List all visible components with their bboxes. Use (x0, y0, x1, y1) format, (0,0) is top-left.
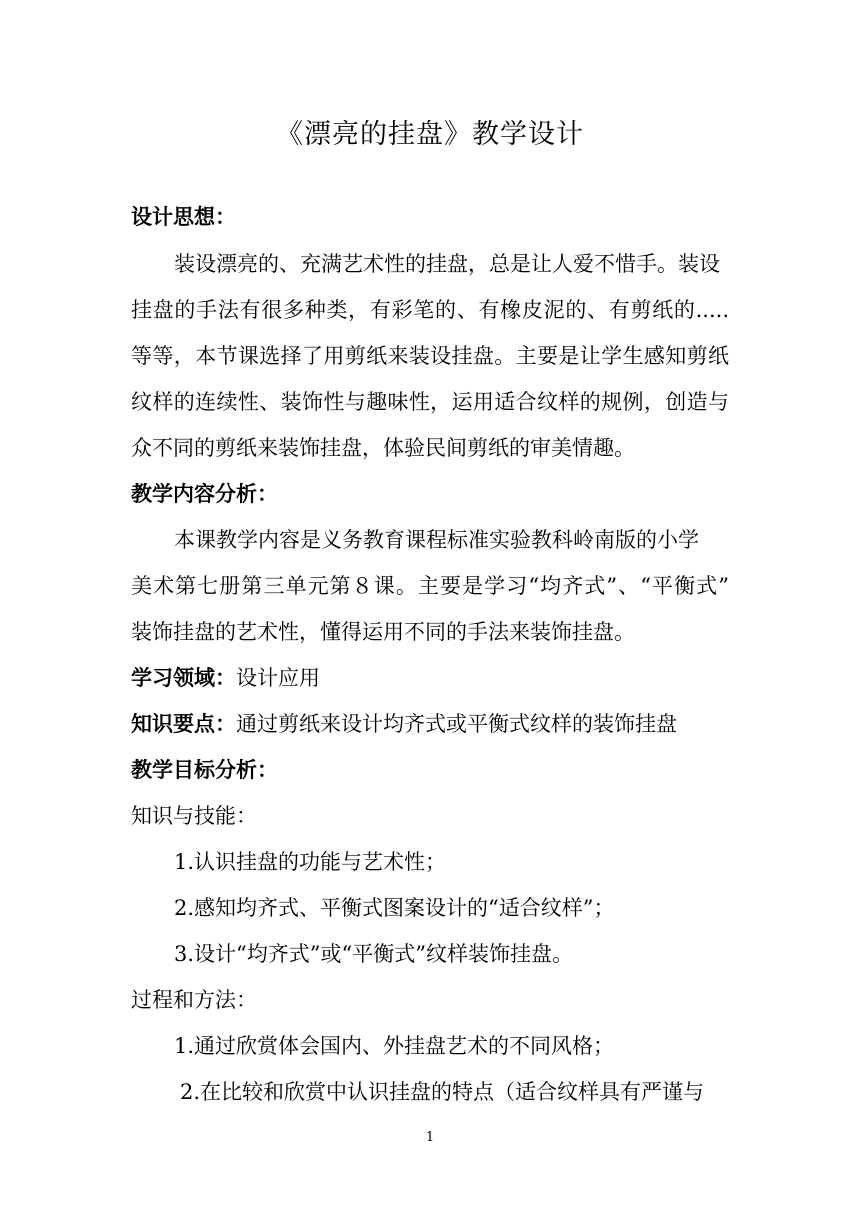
learning-field-row (131, 668, 320, 689)
content-analysis-line: 装饰挂盘的艺术性，懂得运用不同的手法来装饰挂盘。 (131, 620, 635, 644)
process-heading: 过程和方法： (131, 988, 257, 1012)
content-analysis-line: 本课教学内容是义务教育课程标准实验教科岭南版的小学 (174, 528, 699, 552)
design-idea-heading: 设计思想： (131, 205, 236, 229)
design-idea-line: 众不同的剪纸来装饰挂盘，体验民间剪纸的审美情趣。 (131, 436, 635, 460)
design-idea-line: 纹样的连续性、装饰性与趣味性，运用适合纹样的规例，创造与 (131, 390, 729, 414)
key-points-value: 通过剪纸来设计均齐式或平衡式纹样的装饰挂盘 (236, 712, 677, 736)
content-analysis-line: 美术第七册第三单元第８课。主要是学习“均齐式”、“平衡式” (131, 574, 729, 598)
design-idea-line: 等等，本节课选择了用剪纸来装设挂盘。主要是让学生感知剪纸 (131, 344, 729, 368)
content-analysis-heading: 教学内容分析： (131, 482, 278, 506)
objectives-heading: 教学目标分析： (131, 758, 278, 782)
learning-field-label: 学习领域： (131, 666, 236, 690)
design-idea-line: 装设漂亮的、充满艺术性的挂盘，总是让人爱不惜手。装设 (174, 252, 720, 276)
knowledge-heading: 知识与技能： (131, 804, 257, 828)
knowledge-item: 3.设计“均齐式”或“平衡式”纹样装饰挂盘。 (174, 942, 573, 966)
knowledge-item: 2.感知均齐式、平衡式图案设计的“适合纹样”； (174, 896, 615, 920)
design-idea-line: 挂盘的手法有很多种类，有彩笔的、有橡皮泥的、有剪纸的..... (131, 298, 729, 322)
learning-field-value: 设计应用 (236, 666, 320, 690)
document-title: 《漂亮的挂盘》教学设计 (276, 119, 584, 150)
process-item: 1.通过欣赏体会国内、外挂盘艺术的不同风格； (174, 1034, 615, 1058)
key-points-row (131, 714, 677, 735)
page-number: 1 (425, 1130, 435, 1145)
process-item: 2.在比较和欣赏中认识挂盘的特点（适合纹样具有严谨与 (180, 1080, 705, 1104)
knowledge-item: 1.认识挂盘的功能与艺术性； (174, 850, 447, 874)
key-points-label: 知识要点： (131, 712, 236, 736)
